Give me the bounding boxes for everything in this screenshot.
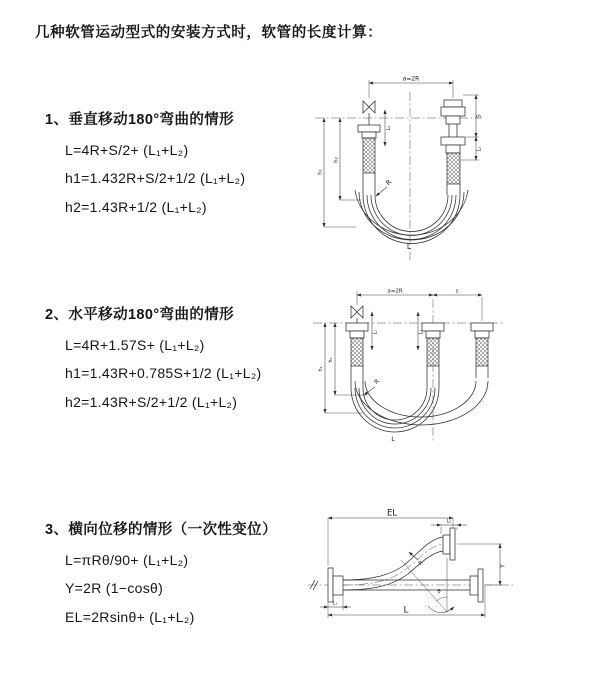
dimension-el (328, 509, 453, 567)
dim-label-h2: h₂ (328, 357, 334, 363)
construction-lines (401, 558, 454, 613)
dim-label-a2r: a=2R (387, 288, 403, 295)
left-fitting (346, 323, 368, 388)
section-lateral-displacement (45, 518, 277, 625)
dimension-l2 (431, 519, 467, 535)
section-1-heading: 1、垂直移动180°弯曲的情形 (45, 112, 235, 128)
formula-el: EL=2Rsinθ+ (L₁+L₂) (65, 608, 195, 625)
dimension-s (433, 289, 482, 296)
left-fitting (358, 125, 380, 195)
dim-label-a2r: a=2R (402, 75, 420, 83)
left-flange (328, 568, 343, 602)
diagram-lateral-displacement (300, 500, 595, 662)
dimension-l (328, 586, 485, 618)
dim-label-s: s (455, 288, 459, 295)
formula-l: L=4R+1.57S+ (L₁+L₂) (65, 336, 205, 353)
dim-label-l2: L₂ (446, 519, 452, 525)
hose-u-bend (355, 190, 468, 244)
dim-label-l1: L₁ (386, 125, 392, 131)
dim-label-theta: θ (437, 589, 441, 595)
formula-h2: h2=1.43R+1/2 (L₁+L₂) (65, 198, 207, 215)
formula-h1: h1=1.43R+0.785S+1/2 (L₁+L₂) (65, 365, 262, 381)
section-vertical-movement (45, 108, 245, 215)
formula-y: Y=2R (1−cosθ) (65, 580, 164, 596)
section-3-heading: 3、横向位移的情形（一次性变位） (45, 522, 277, 538)
dim-label-y: Y (499, 564, 507, 568)
radius-callout (376, 178, 393, 196)
valve-icon (363, 101, 375, 125)
dim-label-l2: L₂ (419, 329, 425, 335)
dimension-l1 (372, 312, 379, 350)
dim-label-l: L (403, 605, 409, 616)
upper-flange-displaced (443, 528, 455, 560)
dimension-l2 (418, 312, 425, 350)
dim-label-h1: h₁ (318, 366, 324, 372)
right-flange (470, 569, 483, 602)
middle-fitting (422, 323, 444, 388)
dim-label-h2: h₂ (333, 157, 340, 163)
dim-label-l-bottom: L (406, 242, 412, 251)
dim-label-s: S (476, 114, 483, 118)
diagram-horizontal-180-bend (305, 283, 595, 468)
page-title: 几种软管运动型式的安装方式时，软管的长度计算： (35, 25, 383, 41)
valve-icon (351, 306, 363, 323)
right-fitting (441, 100, 465, 195)
dimension-h1 (318, 118, 357, 227)
dimension-l1 (385, 110, 392, 146)
dim-label-r: R (384, 177, 394, 187)
formula-h2: h2=1.43R+S/2+1/2 (L₁+L₂) (65, 393, 238, 410)
dim-label-h1: h₁ (317, 169, 324, 175)
section-2-heading: 2、水平移动180°弯曲的情形 (45, 307, 235, 323)
dim-label-el: EL (386, 508, 398, 519)
dim-label-r: R (373, 377, 381, 386)
section-horizontal-movement (45, 303, 262, 410)
dimension-a2r (369, 76, 453, 99)
dim-label-l-bottom: L (391, 435, 395, 443)
hose-s-curve (343, 537, 443, 590)
dim-label-r: R (417, 559, 425, 567)
diagram-vertical-180-bend (310, 72, 580, 262)
dim-label-l1: L₁ (332, 601, 338, 607)
right-fitting (471, 323, 493, 378)
formula-l: L=πRθ/90+ (L₁+L₂) (65, 551, 189, 568)
radius-callout (409, 552, 425, 567)
dimension-l1 (320, 593, 351, 610)
radius-callout (364, 378, 381, 395)
formula-l: L=4R+S/2+ (L₁+L₂) (65, 141, 189, 158)
formula-h1: h1=1.432R+S/2+1/2 (L₁+L₂) (65, 170, 246, 186)
dimension-a2r (357, 289, 482, 322)
dim-label-l2: L₂ (476, 146, 483, 152)
dimension-l2 (476, 137, 483, 160)
dim-label-l1: L₁ (373, 329, 379, 335)
